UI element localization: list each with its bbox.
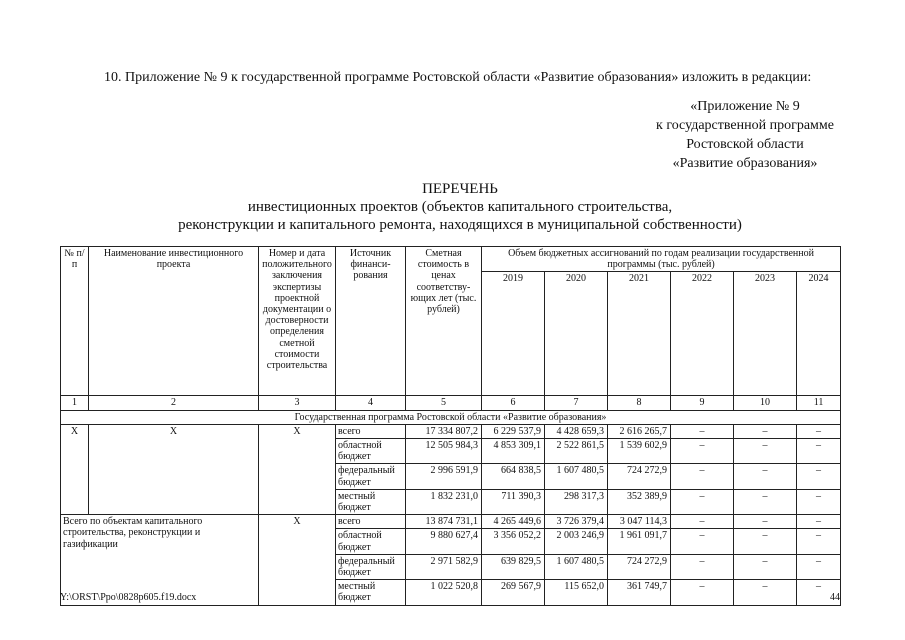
year-2024-cell: – — [797, 580, 841, 605]
header-year-2024: 2024 — [797, 272, 841, 396]
year-2022-cell: – — [671, 439, 734, 464]
year-2021-cell: 724 272,9 — [608, 464, 671, 489]
year-2023-cell: – — [734, 439, 797, 464]
table-row — [61, 424, 841, 438]
year-2020-cell: 298 317,3 — [545, 489, 608, 514]
year-2019-cell: 711 390,3 — [482, 489, 545, 514]
source-cell: местный бюджет — [336, 580, 406, 605]
header-num: № п/п — [61, 247, 89, 396]
year-2024-cell: – — [797, 554, 841, 579]
year-2024-cell: – — [797, 439, 841, 464]
year-2024-cell: – — [797, 529, 841, 554]
year-2024-cell: – — [797, 424, 841, 438]
year-2023-cell: – — [734, 529, 797, 554]
header-year-2023: 2023 — [734, 272, 797, 396]
group-name: Всего по объектам капитального строительства, реконструкции и газификации — [61, 515, 259, 605]
year-2022-cell: – — [671, 489, 734, 514]
col-number: 3 — [259, 396, 336, 410]
year-2024-cell: – — [797, 515, 841, 529]
title-line-1: инвестиционных проектов (объектов капитального строительства, — [247, 199, 673, 215]
document-title — [100, 180, 820, 234]
appendix-heading — [640, 97, 850, 173]
page-number: 44 — [830, 592, 840, 603]
col-number: 10 — [734, 396, 797, 410]
col-number: 5 — [406, 396, 482, 410]
year-2020-cell: 1 607 480,5 — [545, 554, 608, 579]
year-2023-cell: – — [734, 464, 797, 489]
year-2019-cell: 3 356 052,2 — [482, 529, 545, 554]
header-source: Источник финанси-рования — [336, 247, 406, 396]
appendix-line-1: «Приложение № 9 — [690, 99, 800, 114]
title-line-2: реконструкции и капитального ремонта, находящихся в муниципальной собственности) — [178, 217, 742, 233]
source-cell: областной бюджет — [336, 529, 406, 554]
estimate-cell: 2 996 591,9 — [406, 464, 482, 489]
estimate-cell: 12 505 984,3 — [406, 439, 482, 464]
year-2023-cell: – — [734, 424, 797, 438]
group-num: Х — [61, 424, 89, 514]
col-number: 2 — [89, 396, 259, 410]
year-2020-cell: 115 652,0 — [545, 580, 608, 605]
year-2019-cell: 4 265 449,6 — [482, 515, 545, 529]
col-number: 11 — [797, 396, 841, 410]
year-2020-cell: 4 428 659,3 — [545, 424, 608, 438]
year-2023-cell: – — [734, 489, 797, 514]
year-2021-cell: 361 749,7 — [608, 580, 671, 605]
group-conclusion: Х — [259, 515, 336, 605]
year-2020-cell: 3 726 379,4 — [545, 515, 608, 529]
year-2021-cell: 1 961 091,7 — [608, 529, 671, 554]
estimate-cell: 1 022 520,8 — [406, 580, 482, 605]
col-number: 9 — [671, 396, 734, 410]
col-number: 1 — [61, 396, 89, 410]
header-estimate: Сметная стоимость в ценах соответству-ющих лет (тыс. рублей) — [406, 247, 482, 396]
year-2022-cell: – — [671, 515, 734, 529]
program-title: Государственная программа Ростовской области «Развитие образования» — [61, 410, 841, 424]
source-cell: федеральный бюджет — [336, 464, 406, 489]
year-2019-cell: 6 229 537,9 — [482, 424, 545, 438]
year-2020-cell: 2 522 861,5 — [545, 439, 608, 464]
year-2021-cell: 3 047 114,3 — [608, 515, 671, 529]
col-number: 6 — [482, 396, 545, 410]
year-2022-cell: – — [671, 554, 734, 579]
header-year-2021: 2021 — [608, 272, 671, 396]
header-project-name: Наименование инвестиционного проекта — [89, 247, 259, 396]
investment-projects-table — [60, 246, 841, 606]
year-2019-cell: 639 829,5 — [482, 554, 545, 579]
year-2021-cell: 352 389,9 — [608, 489, 671, 514]
header-conclusion: Номер и дата положительного заключения экспертизы проектной документации о достоверности определения сметной стоимости строительства — [259, 247, 336, 396]
program-title-row — [61, 410, 841, 424]
source-cell: всего — [336, 424, 406, 438]
year-2022-cell: – — [671, 580, 734, 605]
source-cell: областной бюджет — [336, 439, 406, 464]
year-2019-cell: 269 567,9 — [482, 580, 545, 605]
appendix-line-4: «Развитие образования» — [672, 156, 818, 171]
year-2023-cell: – — [734, 515, 797, 529]
intro-paragraph: 10. Приложение № 9 к государственной программе Ростовской области «Развитие образования» изложить в редакции: — [104, 70, 812, 85]
appendix-line-3: Ростовской области — [686, 137, 804, 152]
year-2023-cell: – — [734, 554, 797, 579]
header-row-1 — [61, 247, 841, 272]
year-2021-cell: 724 272,9 — [608, 554, 671, 579]
estimate-cell: 1 832 231,0 — [406, 489, 482, 514]
table-row — [61, 515, 841, 529]
estimate-cell: 9 880 627,4 — [406, 529, 482, 554]
year-2020-cell: 2 003 246,9 — [545, 529, 608, 554]
year-2021-cell: 1 539 602,9 — [608, 439, 671, 464]
source-cell: местный бюджет — [336, 489, 406, 514]
header-year-2022: 2022 — [671, 272, 734, 396]
year-2022-cell: – — [671, 424, 734, 438]
year-2022-cell: – — [671, 464, 734, 489]
estimate-cell: 13 874 731,1 — [406, 515, 482, 529]
year-2019-cell: 4 853 309,1 — [482, 439, 545, 464]
year-2024-cell: – — [797, 464, 841, 489]
col-number: 4 — [336, 396, 406, 410]
year-2022-cell: – — [671, 529, 734, 554]
header-volume: Объем бюджетных ассигнований по годам реализации государственной программы (тыс. рублей) — [482, 247, 841, 272]
source-cell: федеральный бюджет — [336, 554, 406, 579]
group-conclusion: Х — [259, 424, 336, 514]
title-heading: ПЕРЕЧЕНЬ — [422, 181, 498, 197]
col-number: 8 — [608, 396, 671, 410]
estimate-cell: 17 334 807,2 — [406, 424, 482, 438]
year-2020-cell: 1 607 480,5 — [545, 464, 608, 489]
year-2024-cell: – — [797, 489, 841, 514]
footer-file-path: Y:\ORST\Ppo\0828p605.f19.docx — [60, 592, 197, 603]
header-year-2020: 2020 — [545, 272, 608, 396]
appendix-line-2: к государственной программе — [656, 118, 834, 133]
year-2019-cell: 664 838,5 — [482, 464, 545, 489]
year-2021-cell: 2 616 265,7 — [608, 424, 671, 438]
year-2023-cell: – — [734, 580, 797, 605]
source-cell: всего — [336, 515, 406, 529]
column-number-row — [61, 396, 841, 410]
estimate-cell: 2 971 582,9 — [406, 554, 482, 579]
header-year-2019: 2019 — [482, 272, 545, 396]
col-number: 7 — [545, 396, 608, 410]
group-name: Х — [89, 424, 259, 514]
